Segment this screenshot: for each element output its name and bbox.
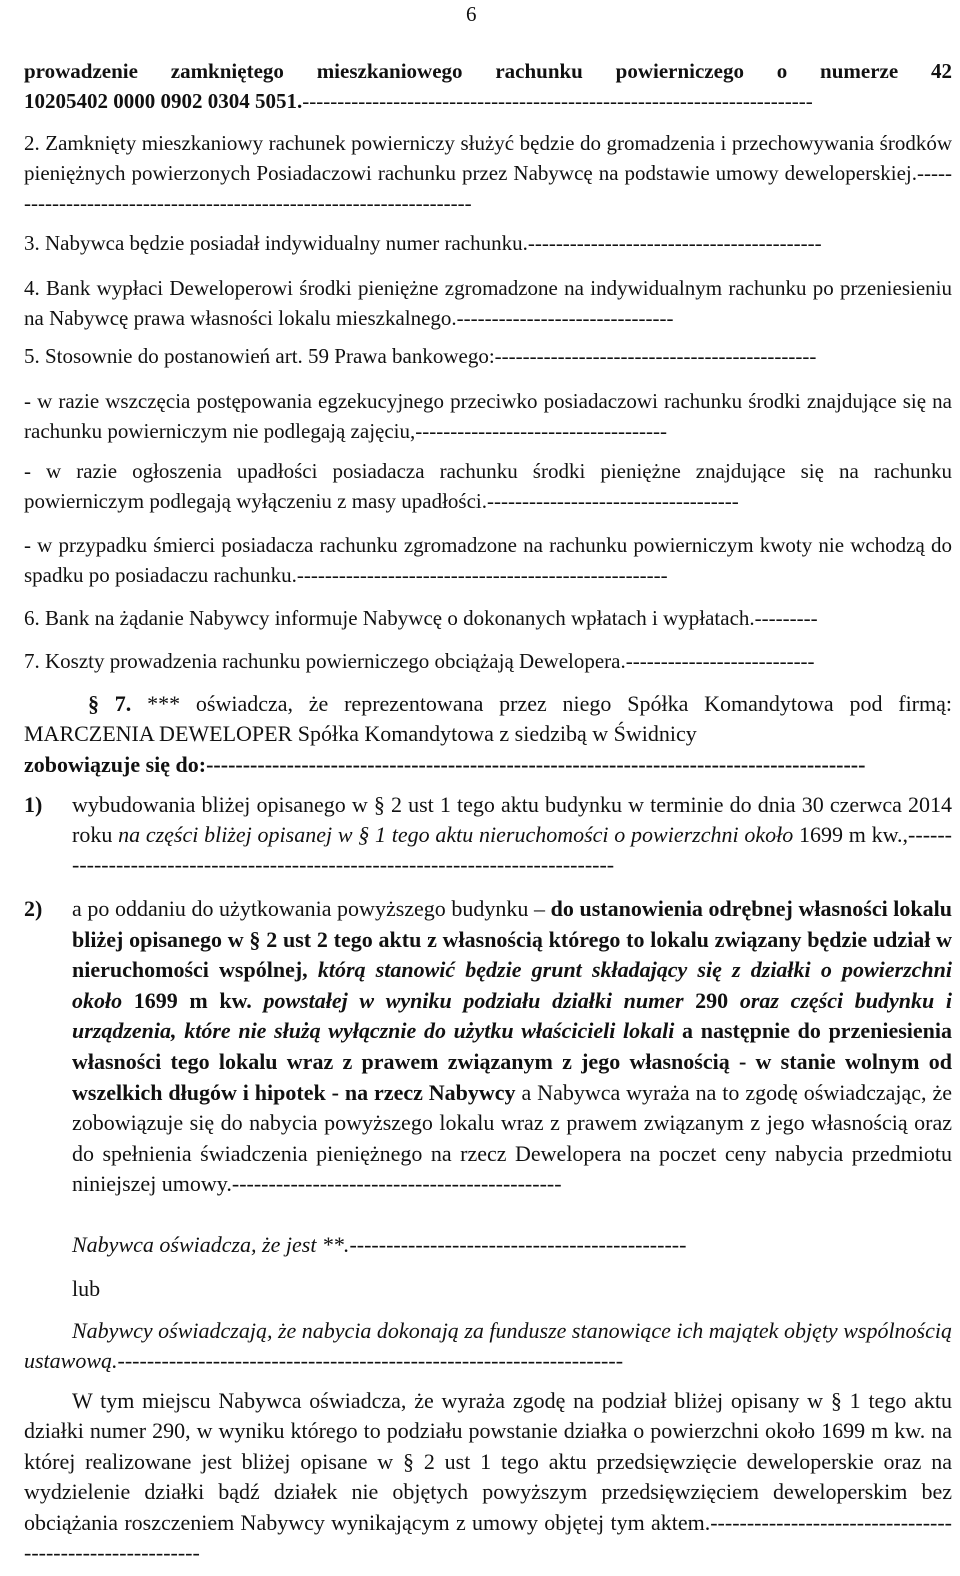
- section-7: [24, 689, 952, 749]
- paragraph-5: 5. Stosownie do postanowień art. 59 Prawa bankowego:----------------------------------------------: [24, 344, 817, 368]
- item-2-bold-3: 290: [683, 987, 740, 1013]
- item-2-bold-4: a następnie do przeniesienia własności tego lokalu wraz z prawem związanym z jego własnością - w stanie wolnym od wszelkich długów i hipotek - na rzecz Nabywcy: [72, 1018, 952, 1105]
- item-1-text-b: 1699 m kw.,--------------------------------------------------------------------------------: [72, 822, 952, 877]
- list-item-2-number: 2): [24, 896, 43, 921]
- list-item-2-text: [72, 894, 952, 1200]
- item-2-text-a: a po oddaniu do użytkowania powyższego budynku –: [72, 896, 551, 921]
- item-2-text-c: a Nabywca wyraża na to zgodę oświadczając, że zobowiązuje się do nabycia powyższego lokalu wraz z prawem związanym z jego własnością oraz do spełnienia świadczenia pieniężnego na rzecz Dewelopera na poczet ceny nabycia przedmiotu niniejszej umowy.---------------------------------------------: [72, 1079, 952, 1197]
- list-item-1-text: [72, 790, 952, 880]
- intro-line-1: prowadzenie zamkniętego mieszkaniowego rachunku powierniczego o numerze 42: [24, 59, 952, 83]
- paragraph-4: 4. Bank wypłaci Deweloperowi środki pieniężne zgromadzone na indywidualnym rachunku po przeniesieniu na Nabywcę prawa własności lokalu mieszkalnego.-------------------------------: [24, 276, 952, 330]
- paragraph-5b: - w razie ogłoszenia upadłości posiadacza rachunku środki pieniężne znajdujące się na rachunku powierniczym podlegają wyłączeniu z masy upadłości.------------------------------------: [24, 459, 952, 513]
- paragraph-intro: [24, 56, 952, 116]
- or-label: lub: [72, 1276, 101, 1301]
- section-7-text: *** oświadcza, że reprezentowana przez niego Spółka Komandytowa pod firmą: MARCZENIA DEWELOPER Spółka Komandytowa z siedzibą w Świdnicy: [24, 691, 952, 746]
- item-2-bold-italic-3: oraz części budynku i urządzenia, które nie służą wyłącznie do użytku właścicieli lokali: [72, 987, 952, 1044]
- page-number: 6: [466, 2, 477, 26]
- paragraph-7: 7. Koszty prowadzenia rachunku powierniczego obciążają Dewelopera.---------------------------: [24, 649, 815, 673]
- item-2-bold-1: do ustanowienia odrębnej własności lokalu bliżej opisanego w § 2 ust 2 tego aktu z własnością którego to lokalu związany będzie udział w nieruchomości wspólnej,: [72, 896, 952, 983]
- declaration-1-text: Nabywca oświadcza, że jest **.: [72, 1232, 350, 1257]
- section-7-heading: § 7.: [88, 691, 132, 716]
- item-2-bold-2: 1699 m kw.: [122, 987, 264, 1013]
- declaration-2-text: Nabywcy oświadczają, że nabycia dokonają za fundusze stanowiące ich majątek objęty wspólnością ustawową.: [24, 1318, 952, 1373]
- list-item-1-number: 1): [24, 792, 43, 817]
- account-number: 10205402 0000 0902 0304 5051.: [24, 89, 303, 113]
- paragraph-6: 6. Bank na żądanie Nabywcy informuje Nabywcę o dokonanych wpłatach i wypłatach.---------: [24, 606, 818, 630]
- declaration-1: [72, 1230, 952, 1260]
- section-7-obligation: zobowiązuje się do:------------------------------------------------------------------------------------------: [24, 752, 866, 777]
- item-1-text-italic: na części bliżej opisanej w § 1 tego aktu nieruchomości o powierzchni około: [118, 822, 794, 847]
- paragraph-5a: - w razie wszczęcia postępowania egzekucyjnego przeciwko posiadaczowi rachunku środki znajdujące się na rachunku powierniczym nie podlegają zajęciu,------------------------------------: [24, 389, 952, 443]
- paragraph-3: 3. Nabywca będzie posiadał indywidualny numer rachunku.------------------------------------------: [24, 231, 822, 255]
- item-1-text-a: wybudowania bliżej opisanego w § 2 ust 1 tego aktu budynku w terminie do dnia 30 czerwca 2014 roku: [72, 792, 952, 847]
- intro-dashes: -------------------------------------------------------------------------: [302, 89, 813, 113]
- declaration-2: [24, 1316, 952, 1376]
- declaration-1-dashes: ----------------------------------------------: [349, 1232, 687, 1257]
- paragraph-2: 2. Zamknięty mieszkaniowy rachunek powierniczy służyć będzie do gromadzenia i przechowywania środków pieniężnych powierzonych Posiadaczowi rachunku przez Nabywcę na podstawie umowy deweloperskiej.---------------------------------------------------------------------: [24, 131, 952, 215]
- final-paragraph: W tym miejscu Nabywca oświadcza, że wyraża zgodę na podział bliżej opisany w § 1 tego aktu działki numer 290, w wyniku którego to podziału powstanie działka o powierzchni około 1699 m kw. na której realizowane jest bliżej opisane w § 2 ust 1 tego aktu przedsięwzięcie deweloperskie oraz na wydzielenie działki bądź działek nie objętych powyższym przedsięwzięciem deweloperskim bez obciążania roszczeniem Nabywcy wynikającym z umowy objętej tym aktem.---------------------------------------------------------: [24, 1388, 952, 1566]
- paragraph-5c: - w przypadku śmierci posiadacza rachunku zgromadzone na rachunku powierniczym kwoty nie wchodzą do spadku po posiadaczu rachunku.-----------------------------------------------------: [24, 533, 952, 587]
- intro-line-2: [24, 86, 952, 116]
- declaration-2-dashes: ---------------------------------------------------------------------: [117, 1348, 624, 1373]
- item-2-bold-italic-1: którą stanowić będzie grunt składający się z działki o powierzchni około: [72, 957, 953, 1013]
- item-2-bold-italic-2: powstałej w wyniku podziału działki numer: [263, 987, 684, 1013]
